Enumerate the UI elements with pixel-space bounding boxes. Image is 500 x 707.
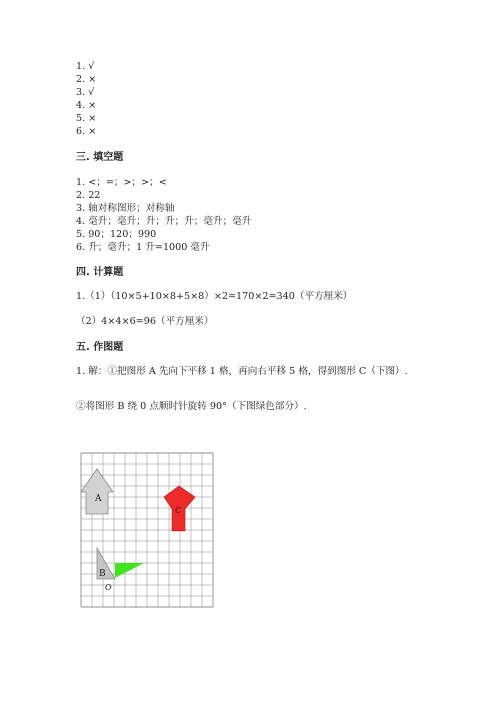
label-o: O bbox=[105, 583, 112, 592]
draw-line-2: ②将图形 B 绕 0 点顺时针旋转 90°（下图绿色部分）. bbox=[76, 401, 307, 412]
judge-answer-4: 4. × bbox=[76, 100, 97, 111]
judge-answer-6: 6. × bbox=[76, 126, 97, 137]
judge-answer-5: 5. × bbox=[76, 113, 97, 124]
shape-b-rotated bbox=[115, 563, 144, 578]
label-b: B bbox=[99, 569, 106, 579]
draw-line-1: 1. 解：①把图形 A 先向下平移 1 格，再向右平移 5 格，得到图形 C（下图）. bbox=[76, 366, 408, 377]
calc-heading: 四. 计算题 bbox=[76, 267, 124, 278]
fill-answer-6: 6. 升；毫升；1 升=1000 毫升 bbox=[76, 242, 210, 253]
fill-answer-3: 3. 轴对称图形；对称轴 bbox=[76, 203, 175, 214]
draw-heading: 五. 作图题 bbox=[76, 342, 124, 353]
shape-a bbox=[81, 469, 113, 514]
judge-answer-1: 1. √ bbox=[76, 61, 95, 72]
label-c: C bbox=[175, 506, 182, 515]
fill-answer-4: 4. 毫升；毫升；升；升；升；毫升；毫升 bbox=[76, 216, 252, 227]
calc-line-1: 1.（1）（10×5+10×8+5×8）×2=170×2=340（平方厘米） bbox=[76, 291, 353, 302]
label-a: A bbox=[95, 494, 102, 504]
judge-answer-3: 3. √ bbox=[76, 87, 95, 98]
fill-answer-2: 2. 22 bbox=[76, 190, 101, 201]
fill-answer-1: 1. <；=；>；>；< bbox=[76, 177, 167, 188]
judge-answer-2: 2. × bbox=[76, 74, 97, 85]
fill-answer-5: 5. 90；120；990 bbox=[76, 229, 157, 240]
fill-heading: 三. 填空题 bbox=[76, 152, 124, 163]
calc-line-2: （2）4×4×6=96（平方厘米） bbox=[76, 316, 214, 327]
